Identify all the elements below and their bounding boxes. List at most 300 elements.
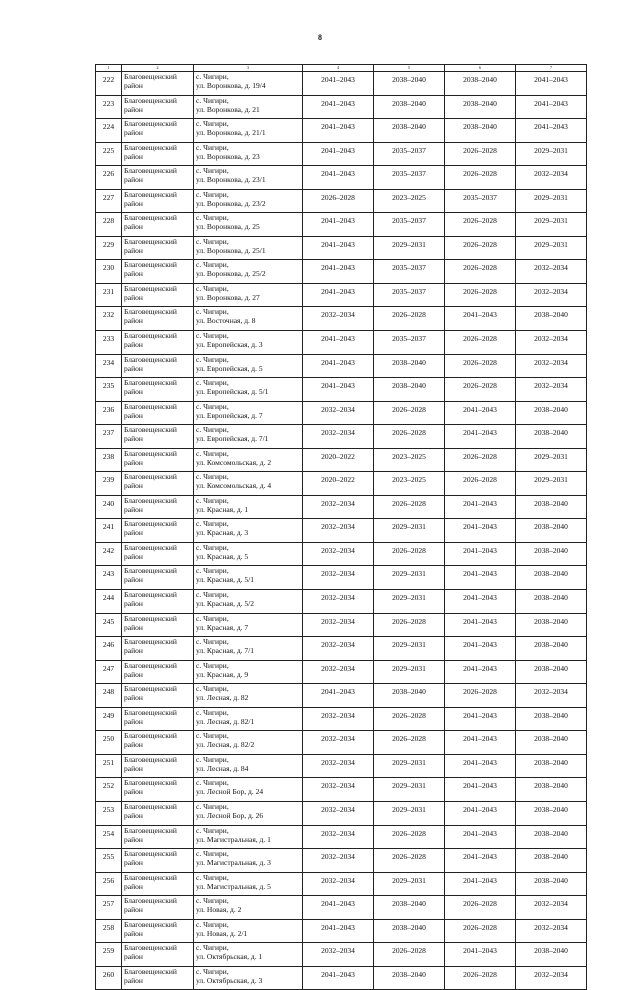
- period-col5-cell: [374, 236, 445, 260]
- period-col4-cell-line: 2041–2043: [321, 239, 355, 249]
- district-cell-line: район: [124, 457, 143, 467]
- address-cell-line: ул. Лесной Бор, д. 24: [196, 787, 264, 797]
- row-number: [96, 896, 122, 920]
- row-number-line: 243: [102, 569, 115, 579]
- period-col6-cell-line: 2041–2043: [463, 734, 497, 744]
- row-number: [96, 519, 122, 543]
- period-col4-cell: [303, 778, 374, 802]
- period-col6-cell-line: 2041–2043: [463, 545, 497, 555]
- period-col7-cell-line: 2038–2040: [534, 522, 568, 532]
- address-cell-line: ул. Октябрьская, д. 3: [196, 975, 263, 985]
- district-cell: [122, 613, 194, 637]
- district-cell-line: район: [124, 787, 143, 797]
- period-col5-cell: [374, 590, 445, 614]
- row-number: [96, 825, 122, 849]
- period-col6-cell-line: 2026–2028: [463, 899, 497, 909]
- table-row: [96, 637, 587, 661]
- period-col7-cell-line: 2032–2034: [534, 334, 568, 344]
- table-row: [96, 354, 587, 378]
- row-number: [96, 707, 122, 731]
- row-number-line: 251: [102, 757, 115, 767]
- address-cell: [194, 613, 303, 637]
- period-col6-cell-line: 2026–2028: [463, 381, 497, 391]
- period-col6-cell: [445, 731, 516, 755]
- period-col5-cell-line: 2038–2040: [392, 75, 426, 84]
- period-col7-cell: [516, 213, 587, 237]
- table-row: [96, 542, 587, 566]
- period-col7-cell-line: 2032–2034: [534, 169, 568, 179]
- district-cell-line: район: [124, 740, 143, 750]
- period-col6-cell: [445, 801, 516, 825]
- table-row: [96, 872, 587, 896]
- address-cell: [194, 684, 303, 708]
- address-cell: [194, 236, 303, 260]
- period-col5-cell-line: 2026–2028: [392, 828, 426, 838]
- period-col6-cell-line: 2026–2028: [463, 687, 497, 697]
- address-cell-line: с. Чигири,: [196, 213, 229, 223]
- period-col6-cell-line: 2038–2040: [463, 98, 497, 108]
- row-number: [96, 684, 122, 708]
- period-col4-cell: [303, 966, 374, 990]
- period-col7-cell-line: 2038–2040: [534, 946, 568, 956]
- district-cell-line: Благовещенский: [124, 425, 177, 435]
- period-col5-cell-line: 2023–2025: [392, 451, 426, 461]
- period-col5-cell-line: 2035–2037: [392, 286, 426, 296]
- address-cell-line: ул. Лесная, д. 84: [196, 763, 249, 773]
- period-col4-cell-line: 2032–2034: [321, 640, 355, 650]
- period-col7-cell: [516, 472, 587, 496]
- table-row: [96, 72, 587, 96]
- table-row: [96, 378, 587, 402]
- row-number: [96, 943, 122, 967]
- address-cell-line: с. Чигири,: [196, 566, 229, 576]
- period-col7-cell: [516, 825, 587, 849]
- period-col7-cell: [516, 896, 587, 920]
- period-col4-cell: [303, 354, 374, 378]
- table-row: [96, 943, 587, 967]
- row-number: [96, 849, 122, 873]
- period-col4-cell-line: 2032–2034: [321, 757, 355, 767]
- period-col4-cell: [303, 613, 374, 637]
- district-cell: [122, 966, 194, 990]
- district-cell-line: Благовещенский: [124, 825, 177, 835]
- table-row: [96, 448, 587, 472]
- period-col7-cell: [516, 660, 587, 684]
- district-cell: [122, 943, 194, 967]
- table-row: [96, 307, 587, 331]
- period-col5-cell-line: 2026–2028: [392, 734, 426, 744]
- address-cell-line: ул. Магистральная, д. 1: [196, 834, 271, 844]
- period-col5-cell-line: 2038–2040: [392, 357, 426, 367]
- address-cell-line: с. Чигири,: [196, 613, 229, 623]
- district-cell-line: Благовещенский: [124, 260, 177, 270]
- district-cell-line: Благовещенский: [124, 542, 177, 552]
- district-cell-line: район: [124, 858, 143, 868]
- district-cell-line: Благовещенский: [124, 684, 177, 694]
- row-number-line: 259: [102, 946, 115, 956]
- period-col5-cell: [374, 142, 445, 166]
- district-cell: [122, 236, 194, 260]
- period-col7-cell: [516, 189, 587, 213]
- period-col5-cell-line: 2038–2040: [392, 969, 426, 979]
- period-col6-cell: [445, 354, 516, 378]
- row-number-line: 223: [102, 98, 115, 108]
- period-col6-cell-line: 2041–2043: [463, 310, 497, 320]
- period-col5-cell-line: 2026–2028: [392, 428, 426, 438]
- district-cell-line: район: [124, 481, 143, 491]
- period-col7-cell: [516, 684, 587, 708]
- district-cell-line: Благовещенский: [124, 966, 177, 976]
- address-cell: [194, 72, 303, 96]
- district-cell-line: Благовещенский: [124, 72, 177, 81]
- period-col6-cell-line: 2041–2043: [463, 757, 497, 767]
- district-cell-line: район: [124, 340, 143, 350]
- period-col7-cell: [516, 307, 587, 331]
- period-col5-cell-line: 2038–2040: [392, 122, 426, 132]
- table-row: [96, 825, 587, 849]
- row-number: [96, 425, 122, 449]
- district-cell-line: Благовещенский: [124, 213, 177, 223]
- table-row: [96, 566, 587, 590]
- period-col6-cell: [445, 72, 516, 96]
- period-col7-cell-line: 2038–2040: [534, 710, 568, 720]
- period-col4-cell-line: 2041–2043: [321, 922, 355, 932]
- district-cell: [122, 707, 194, 731]
- period-col6-cell: [445, 872, 516, 896]
- address-cell-line: ул. Лесная, д. 82/1: [196, 716, 255, 726]
- address-cell-line: ул. Красная, д. 9: [196, 669, 249, 679]
- row-number: [96, 801, 122, 825]
- row-number: [96, 95, 122, 119]
- table-row: [96, 778, 587, 802]
- district-cell: [122, 448, 194, 472]
- period-col4-cell: [303, 95, 374, 119]
- address-cell-line: ул. Европейская, д. 3: [196, 340, 263, 350]
- row-number: [96, 637, 122, 661]
- address-cell: [194, 919, 303, 943]
- row-number-line: 231: [102, 286, 115, 296]
- period-col4-cell-line: 2041–2043: [321, 263, 355, 273]
- row-number: [96, 283, 122, 307]
- period-col5-cell: [374, 896, 445, 920]
- address-cell-line: с. Чигири,: [196, 542, 229, 552]
- address-cell-line: ул. Воронкова, д. 27: [196, 292, 260, 302]
- address-cell-line: ул. Октябрьская, д. 1: [196, 952, 263, 962]
- period-col5-cell: [374, 260, 445, 284]
- row-number-line: 225: [102, 145, 115, 155]
- period-col7-cell-line: 2038–2040: [534, 593, 568, 603]
- row-number: [96, 966, 122, 990]
- address-cell-line: ул. Воронкова, д. 25: [196, 222, 260, 232]
- address-cell-line: ул. Европейская, д. 5: [196, 363, 263, 373]
- period-col6-cell: [445, 378, 516, 402]
- period-col4-cell: [303, 801, 374, 825]
- period-col5-cell-line: 2026–2028: [392, 616, 426, 626]
- period-col7-cell: [516, 872, 587, 896]
- period-col7-cell: [516, 849, 587, 873]
- address-cell-line: с. Чигири,: [196, 354, 229, 364]
- district-cell-line: Благовещенский: [124, 919, 177, 929]
- period-col5-cell-line: 2026–2028: [392, 498, 426, 508]
- district-cell-line: район: [124, 104, 143, 114]
- district-cell-line: Благовещенский: [124, 236, 177, 246]
- address-cell-line: ул. Воронкова, д. 21: [196, 104, 260, 114]
- district-cell-line: район: [124, 763, 143, 773]
- address-cell-line: с. Чигири,: [196, 919, 229, 929]
- period-col5-cell: [374, 966, 445, 990]
- district-cell-line: район: [124, 504, 143, 514]
- district-cell-line: район: [124, 905, 143, 915]
- row-number: [96, 378, 122, 402]
- period-col6-cell-line: 2026–2028: [463, 357, 497, 367]
- period-col4-cell-line: 2032–2034: [321, 828, 355, 838]
- address-cell: [194, 166, 303, 190]
- period-col4-cell: [303, 684, 374, 708]
- period-col5-cell-line: 2035–2037: [392, 216, 426, 226]
- address-cell: [194, 872, 303, 896]
- period-col5-cell: [374, 189, 445, 213]
- period-col5-cell-line: 2026–2028: [392, 946, 426, 956]
- period-col5-cell-line: 2026–2028: [392, 545, 426, 555]
- address-cell-line: с. Чигири,: [196, 425, 229, 435]
- period-col7-cell: [516, 166, 587, 190]
- period-col7-cell-line: 2029–2031: [534, 216, 568, 226]
- period-col6-cell: [445, 142, 516, 166]
- period-col7-cell-line: 2038–2040: [534, 804, 568, 814]
- address-cell-line: ул. Воронкова, д. 25/1: [196, 245, 266, 255]
- period-col7-cell: [516, 542, 587, 566]
- period-col4-cell: [303, 495, 374, 519]
- district-cell-line: район: [124, 528, 143, 538]
- period-col7-cell-line: 2032–2034: [534, 286, 568, 296]
- district-cell: [122, 378, 194, 402]
- district-cell: [122, 213, 194, 237]
- row-number: [96, 448, 122, 472]
- period-col4-cell-line: 2041–2043: [321, 357, 355, 367]
- table-row: [96, 660, 587, 684]
- row-number: [96, 354, 122, 378]
- period-col6-cell: [445, 166, 516, 190]
- address-cell-line: с. Чигири,: [196, 943, 229, 953]
- period-col4-cell: [303, 707, 374, 731]
- address-cell-line: с. Чигири,: [196, 472, 229, 482]
- address-cell-line: с. Чигири,: [196, 801, 229, 811]
- address-cell-line: ул. Воронкова, д. 21/1: [196, 128, 266, 138]
- address-cell-line: ул. Комсомольская, д. 4: [196, 481, 272, 491]
- address-cell: [194, 401, 303, 425]
- address-cell: [194, 354, 303, 378]
- address-cell: [194, 707, 303, 731]
- address-cell-line: с. Чигири,: [196, 378, 229, 388]
- period-col4-cell-line: 2041–2043: [321, 334, 355, 344]
- address-cell-line: с. Чигири,: [196, 590, 229, 600]
- period-col6-cell-line: 2026–2028: [463, 334, 497, 344]
- period-col7-cell-line: 2032–2034: [534, 381, 568, 391]
- period-col7-cell-line: 2038–2040: [534, 663, 568, 673]
- period-col6-cell-line: 2038–2040: [463, 75, 497, 84]
- period-col6-cell-line: 2026–2028: [463, 286, 497, 296]
- period-col7-cell-line: 2038–2040: [534, 498, 568, 508]
- period-col5-cell: [374, 542, 445, 566]
- row-number-line: 249: [102, 710, 115, 720]
- district-cell-line: район: [124, 81, 143, 90]
- address-cell: [194, 283, 303, 307]
- table-row: [96, 401, 587, 425]
- row-number-line: 257: [102, 899, 115, 909]
- address-cell-line: с. Чигири,: [196, 95, 229, 105]
- period-col4-cell-line: 2041–2043: [321, 145, 355, 155]
- district-cell-line: район: [124, 810, 143, 820]
- period-col6-cell: [445, 637, 516, 661]
- period-col6-cell: [445, 660, 516, 684]
- period-col4-cell: [303, 919, 374, 943]
- period-col6-cell: [445, 613, 516, 637]
- address-cell: [194, 778, 303, 802]
- period-col7-cell: [516, 590, 587, 614]
- period-col7-cell: [516, 72, 587, 96]
- period-col5-cell-line: 2029–2031: [392, 663, 426, 673]
- district-cell: [122, 919, 194, 943]
- address-cell-line: ул. Комсомольская, д. 2: [196, 457, 272, 467]
- row-number: [96, 731, 122, 755]
- period-col7-cell: [516, 260, 587, 284]
- row-number-line: 246: [102, 640, 115, 650]
- table-row: [96, 495, 587, 519]
- district-cell-line: район: [124, 975, 143, 985]
- period-col6-cell: [445, 495, 516, 519]
- table-row: [96, 142, 587, 166]
- period-col4-cell: [303, 260, 374, 284]
- period-col4-cell: [303, 590, 374, 614]
- period-col5-cell-line: 2038–2040: [392, 687, 426, 697]
- period-col6-cell-line: 2038–2040: [463, 122, 497, 132]
- period-col7-cell-line: 2029–2031: [534, 145, 568, 155]
- address-cell-line: ул. Красная, д. 1: [196, 504, 249, 514]
- period-col5-cell: [374, 472, 445, 496]
- period-col4-cell: [303, 283, 374, 307]
- period-col5-cell: [374, 637, 445, 661]
- row-number-line: 233: [102, 334, 115, 344]
- period-col6-cell-line: 2041–2043: [463, 946, 497, 956]
- row-number: [96, 590, 122, 614]
- period-col5-cell: [374, 754, 445, 778]
- period-col4-cell: [303, 401, 374, 425]
- district-cell-line: Благовещенский: [124, 590, 177, 600]
- period-col6-cell: [445, 943, 516, 967]
- table-row: [96, 731, 587, 755]
- row-number: [96, 166, 122, 190]
- period-col4-cell-line: 2041–2043: [321, 169, 355, 179]
- address-cell-line: с. Чигири,: [196, 331, 229, 341]
- period-col6-cell: [445, 448, 516, 472]
- period-col6-cell: [445, 307, 516, 331]
- period-col6-cell-line: 2026–2028: [463, 969, 497, 979]
- period-col5-cell: [374, 707, 445, 731]
- period-col7-cell: [516, 637, 587, 661]
- period-col7-cell-line: 2038–2040: [534, 616, 568, 626]
- table-row: [96, 425, 587, 449]
- period-col5-cell: [374, 378, 445, 402]
- period-col7-cell: [516, 943, 587, 967]
- period-col5-cell-line: 2029–2031: [392, 569, 426, 579]
- page-number: 8: [318, 33, 322, 42]
- district-cell-line: Благовещенский: [124, 448, 177, 458]
- district-cell-line: район: [124, 928, 143, 938]
- row-number-line: 247: [102, 663, 115, 673]
- address-cell: [194, 260, 303, 284]
- address-cell-line: ул. Красная, д. 5: [196, 551, 249, 561]
- address-cell: [194, 495, 303, 519]
- period-col4-cell: [303, 307, 374, 331]
- address-cell: [194, 425, 303, 449]
- period-col4-cell: [303, 425, 374, 449]
- period-col6-cell: [445, 684, 516, 708]
- period-col7-cell: [516, 331, 587, 355]
- district-cell-line: Благовещенский: [124, 354, 177, 364]
- period-col4-cell-line: 2041–2043: [321, 899, 355, 909]
- period-col7-cell-line: 2029–2031: [534, 475, 568, 485]
- district-cell-line: Благовещенский: [124, 307, 177, 317]
- address-cell-line: с. Чигири,: [196, 72, 229, 81]
- district-cell: [122, 825, 194, 849]
- period-col5-cell: [374, 613, 445, 637]
- period-col7-cell-line: 2032–2034: [534, 969, 568, 979]
- period-col4-cell: [303, 189, 374, 213]
- period-col6-cell-line: 2041–2043: [463, 522, 497, 532]
- period-col6-cell: [445, 95, 516, 119]
- period-col6-cell-line: 2041–2043: [463, 781, 497, 791]
- period-col4-cell: [303, 331, 374, 355]
- period-col6-cell: [445, 260, 516, 284]
- period-col7-cell-line: 2038–2040: [534, 404, 568, 414]
- row-number-line: 239: [102, 475, 115, 485]
- district-cell-line: Благовещенский: [124, 754, 177, 764]
- table-row: [96, 801, 587, 825]
- period-col4-cell-line: 2032–2034: [321, 522, 355, 532]
- district-cell-line: Благовещенский: [124, 637, 177, 647]
- address-cell: [194, 189, 303, 213]
- period-col7-cell: [516, 354, 587, 378]
- period-col5-cell: [374, 401, 445, 425]
- district-cell-line: Благовещенский: [124, 95, 177, 105]
- period-col6-cell: [445, 849, 516, 873]
- district-cell-line: район: [124, 128, 143, 138]
- period-col5-cell: [374, 331, 445, 355]
- district-cell: [122, 896, 194, 920]
- period-col5-cell: [374, 849, 445, 873]
- address-cell: [194, 519, 303, 543]
- period-col6-cell: [445, 778, 516, 802]
- period-col4-cell: [303, 142, 374, 166]
- period-col6-cell: [445, 213, 516, 237]
- period-col4-cell-line: 2041–2043: [321, 216, 355, 226]
- district-cell: [122, 778, 194, 802]
- table-row: [96, 213, 587, 237]
- district-cell-line: район: [124, 151, 143, 161]
- row-number: [96, 495, 122, 519]
- address-cell: [194, 849, 303, 873]
- column-header: 6: [445, 65, 516, 72]
- district-cell: [122, 307, 194, 331]
- period-col6-cell: [445, 966, 516, 990]
- period-col4-cell-line: 2041–2043: [321, 381, 355, 391]
- address-cell-line: ул. Красная, д. 5/2: [196, 599, 255, 609]
- period-col6-cell-line: 2041–2043: [463, 428, 497, 438]
- district-cell-line: район: [124, 363, 143, 373]
- address-cell-line: ул. Воронкова, д. 23/1: [196, 175, 266, 185]
- address-cell-line: ул. Восточная, д. 8: [196, 316, 256, 326]
- row-number: [96, 660, 122, 684]
